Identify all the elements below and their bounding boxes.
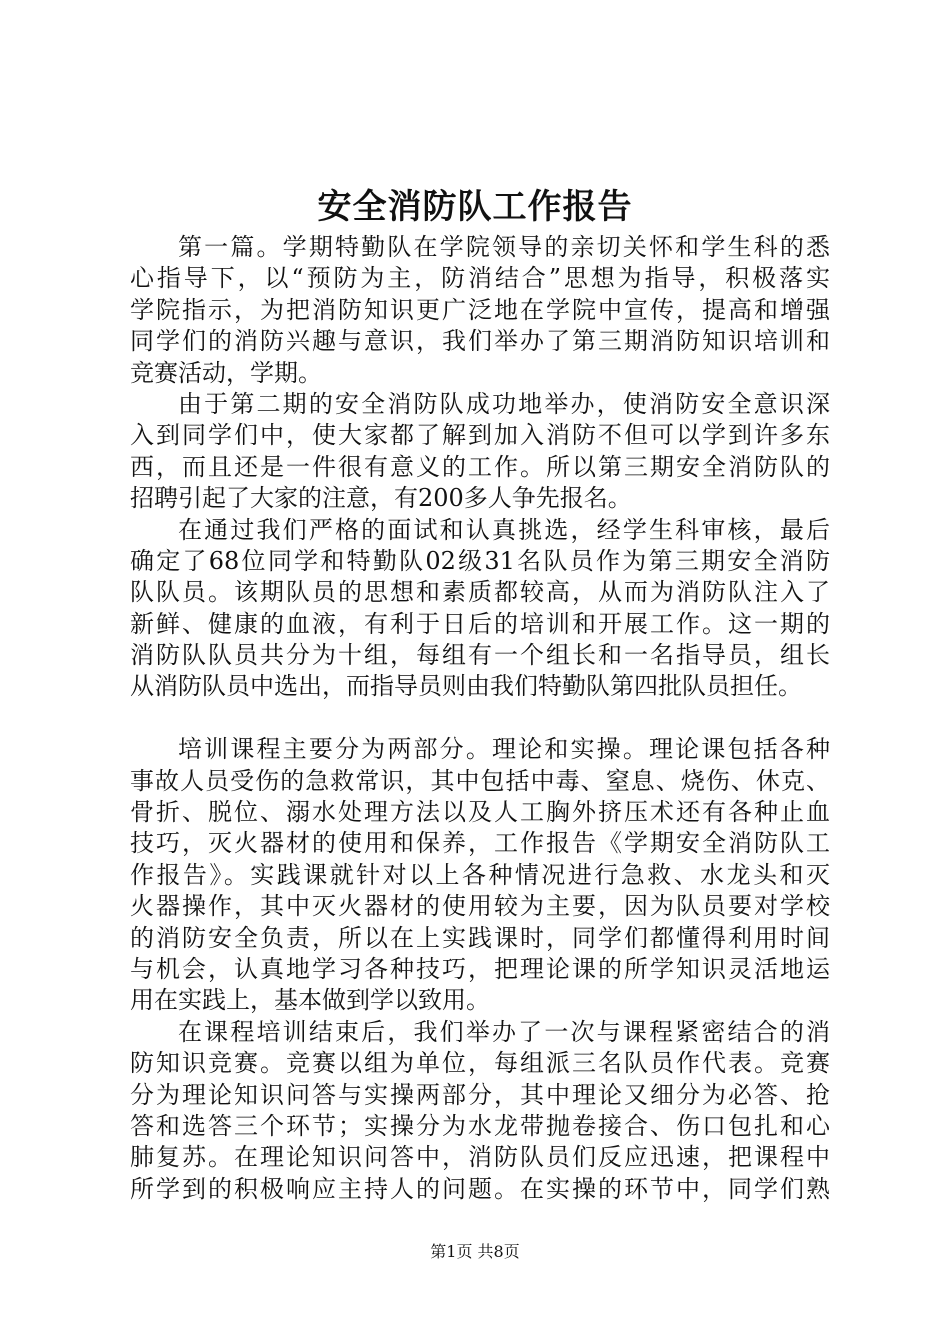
paragraph-line: 学院指示，为把消防知识更广泛地在学院中宣传，提高和增强 (130, 295, 830, 324)
paragraph-line: 心指导下，以“预防为主，防消结合”思想为指导，积极落实 (130, 264, 830, 293)
paragraph-line: 入到同学们中，使大家都了解到加入消防不但可以学到许多东 (130, 421, 830, 450)
paragraph-line: 第一篇。学期特勤队在学院领导的亲切关怀和学生科的悉 (178, 233, 830, 261)
paragraph-line: 答和选答三个环节；实操分为水龙带抛卷接合、伤口包扎和心 (130, 1111, 830, 1140)
page-title: 安全消防队工作报告 (317, 187, 633, 227)
paragraph-line: 在课程培训结束后，我们举办了一次与课程紧密结合的消 (178, 1017, 830, 1046)
paragraph-line: 的消防安全负责，所以在上实践课时，同学们都懂得利用时间 (130, 923, 830, 952)
paragraph-line: 消防队队员共分为十组，每组有一个组长和一名指导员，组长 (130, 641, 830, 670)
paragraph-line: 确定了68位同学和特勤队02级31名队员作为第三期安全消防 (130, 546, 830, 575)
paragraph-line: 同学们的消防兴趣与意识，我们举办了第三期消防知识培训和 (130, 327, 830, 356)
paragraph-line: 用在实践上，基本做到学以致用。 (130, 986, 490, 1015)
paragraph-line: 防知识竞赛。竞赛以组为单位，每组派三名队员作代表。竞赛 (130, 1049, 830, 1078)
paragraph-line: 培训课程主要分为两部分。理论和实操。理论课包括各种 (178, 735, 830, 764)
paragraph-line: 由于第二期的安全消防队成功地举办，使消防安全意识深 (178, 389, 830, 418)
paragraph-line: 招聘引起了大家的注意，有200多人争先报名。 (130, 484, 632, 513)
paragraph-line: 西，而且还是一件很有意义的工作。所以第三期安全消防队的 (130, 452, 830, 481)
paragraph-line: 所学到的积极响应主持人的问题。在实操的环节中，同学们熟 (130, 1174, 830, 1203)
paragraph-line: 火器操作，其中灭火器材的使用较为主要，因为队员要对学校 (130, 892, 830, 921)
paragraph-line: 在通过我们严格的面试和认真挑选，经学生科审核，最后 (178, 515, 830, 544)
paragraph-line: 事故人员受伤的急救常识，其中包括中毒、窒息、烧伤、休克、 (130, 766, 830, 795)
paragraph-line: 队队员。该期队员的思想和素质都较高，从而为消防队注入了 (130, 578, 830, 607)
paragraph-line: 从消防队员中选出，而指导员则由我们特勤队第四批队员担任。 (130, 672, 802, 701)
paragraph-gap (130, 703, 830, 734)
paragraph-line: 骨折、脱位、溺水处理方法以及人工胸外挤压术还有各种止血 (130, 798, 830, 827)
paragraph-line: 新鲜、健康的血液，有利于日后的培训和开展工作。这一期的 (130, 609, 830, 638)
document-body (130, 232, 830, 1205)
paragraph-line: 竞赛活动，学期。 (130, 358, 322, 387)
paragraph-line: 与机会，认真地学习各种技巧，把理论课的所学知识灵活地运 (130, 954, 830, 983)
paragraph-line: 作报告》。实践课就针对以上各种情况进行急救、水龙头和灭 (130, 860, 830, 889)
page-footer: 第1页 共8页 (430, 1242, 520, 1261)
paragraph-line: 肺复苏。在理论知识问答中，消防队员们反应迅速，把课程中 (130, 1143, 830, 1172)
paragraph-line: 分为理论知识问答与实操两部分，其中理论又细分为必答、抢 (130, 1080, 830, 1109)
paragraph-line: 技巧，灭火器材的使用和保养，工作报告《学期安全消防队工 (130, 829, 830, 858)
